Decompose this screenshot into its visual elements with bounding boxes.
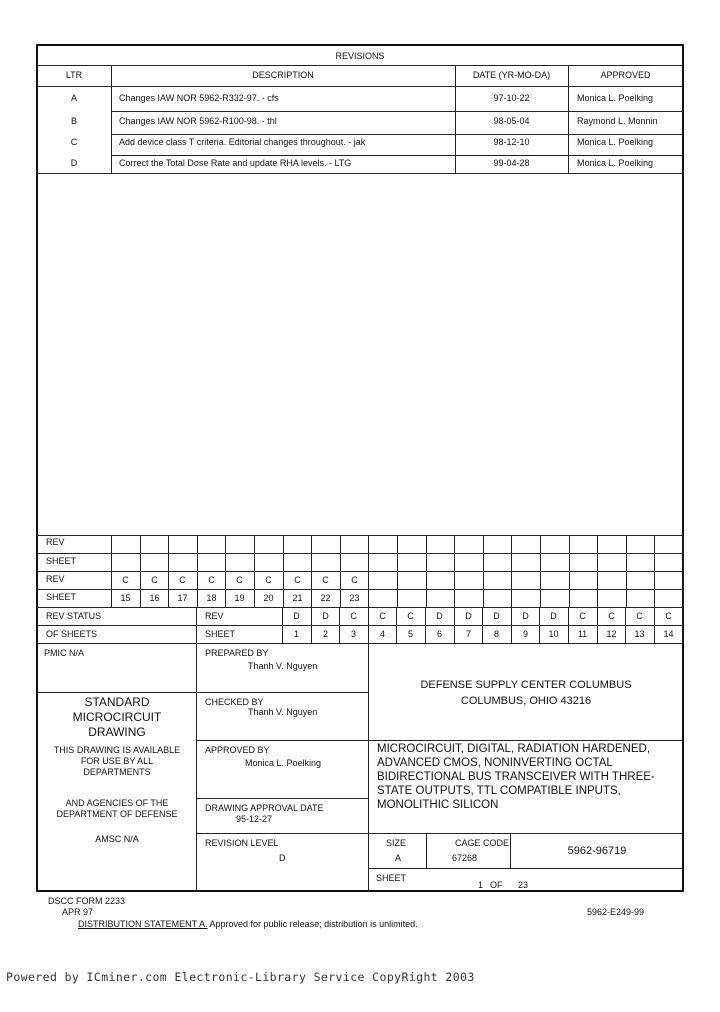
revisions-heading: REVISIONS (335, 51, 385, 61)
revision-description: Add device class T criteria. Editorial changes throughout. - jak (119, 137, 366, 147)
status-sheet-cell: 14 (663, 629, 674, 639)
form-line1: DSCC FORM 2233 (48, 896, 126, 906)
grid-line (626, 535, 627, 607)
status-rev-cell: D (550, 611, 557, 621)
status-rev-cell: C (579, 611, 586, 621)
revision-description: Changes IAW NOR 5962-R100-98. - thl (119, 116, 277, 126)
revision-date: 99-04-28 (493, 158, 530, 168)
grid-line (483, 535, 484, 607)
status-sheet-cell: 4 (379, 629, 385, 639)
status-sheet-cell: 13 (634, 629, 645, 639)
size-label: SIZE (386, 838, 407, 848)
status-sheet-cell: 8 (493, 629, 499, 639)
grid-sheet-cell: 21 (292, 593, 303, 603)
device-title-line: ADVANCED CMOS, NONINVERTING OCTAL (377, 757, 613, 769)
status-rev-cell: D (493, 611, 500, 621)
revision-description: Changes IAW NOR 5962-R332-97. - cfs (119, 93, 279, 103)
device-title-line: STATE OUTPUTS, TTL COMPATIBLE INPUTS, (377, 785, 621, 797)
divider (196, 692, 369, 693)
sheet-of: OF (490, 880, 503, 890)
size-value: A (395, 853, 402, 863)
grid-rev-cell: C (265, 575, 272, 585)
revision-ltr: C (70, 137, 78, 147)
grid-rev-cell: C (122, 575, 129, 585)
avail-line2: FOR USE BY ALL (80, 756, 154, 766)
revision-approved: Monica L. Poelking (577, 158, 654, 168)
grid-rev-cell: C (351, 575, 358, 585)
distribution-text: Approved for public release; distribution is unlimited. (207, 919, 418, 929)
divider (111, 134, 683, 135)
doc-code: 5962-E249-99 (587, 907, 645, 917)
status-sheet-cell: 11 (577, 629, 588, 639)
drawing-approval-date: 95-12-27 (236, 814, 273, 824)
powered-by-footer: Powered by ICminer.com Electronic-Library Service CopyRight 2003 (6, 970, 475, 984)
device-title-line: MONOLITHIC SILICON (377, 799, 499, 811)
grid-line (569, 535, 570, 607)
divider (37, 643, 683, 644)
grid-rev-cell: C (179, 575, 186, 585)
device-title-line: MICROCIRCUIT, DIGITAL, RADIATION HARDENED, (377, 743, 651, 755)
grid-sheet-cell: 16 (149, 593, 160, 603)
grid-line (683, 535, 684, 607)
revision-approved: Monica L. Poelking (577, 137, 654, 147)
revision-date: 98-12-10 (493, 137, 530, 147)
divider (111, 155, 683, 156)
status-sheet-cell: 5 (407, 629, 413, 639)
grid-sheet-cell: 22 (320, 593, 331, 603)
status-rev-cell: D (522, 611, 529, 621)
revision-date: 97-10-22 (493, 93, 530, 103)
std-line1: STANDARD (84, 695, 150, 709)
avail-line3: DEPARTMENTS (83, 767, 151, 777)
status-rev-cell: D (465, 611, 472, 621)
label-rev: REV (46, 537, 65, 547)
label-of-sheets: OF SHEETS (46, 629, 98, 639)
status-rev-cell: D (293, 611, 300, 621)
col-description: DESCRIPTION (252, 70, 314, 80)
agencies-line2: DEPARTMENT OF DEFENSE (56, 809, 178, 819)
dscc-line1: DEFENSE SUPPLY CENTER COLUMBUS (420, 679, 632, 691)
checked-by-label: CHECKED BY (205, 697, 264, 707)
grid-line (597, 535, 598, 607)
cage-label: CAGE CODE (455, 838, 510, 848)
status-sheet-cell: 2 (322, 629, 328, 639)
status-rev-cell: C (665, 611, 672, 621)
label-rev: REV (46, 574, 65, 584)
sheet-current: 1 (478, 880, 484, 890)
revision-level: D (279, 853, 286, 863)
approved-by-label: APPROVED BY (205, 745, 270, 755)
distribution-statement (78, 919, 418, 930)
grid-sheet-cell: 18 (206, 593, 217, 603)
grid-rev-cell: C (236, 575, 243, 585)
std-line3: DRAWING (88, 725, 146, 739)
status-sheet-cell: 9 (522, 629, 528, 639)
std-line2: MICROCIRCUIT (72, 710, 162, 724)
col-ltr: LTR (65, 70, 83, 80)
cage-value: 67268 (452, 853, 478, 863)
status-sheet-cell: 7 (465, 629, 471, 639)
grid-sheet-cell: 15 (120, 593, 131, 603)
label-sheet: SHEET (46, 592, 77, 602)
grid-line (654, 535, 655, 607)
revision-ltr: D (70, 158, 78, 168)
grid-line (454, 535, 455, 607)
grid-rev-cell: C (151, 575, 158, 585)
status-sheet-cell: 10 (548, 629, 559, 639)
label-rev-status: REV STATUS (46, 611, 102, 621)
revision-ltr: B (70, 116, 77, 126)
revision-date: 98-05-04 (493, 116, 530, 126)
approved-by: Monica L. Poelking (245, 758, 322, 768)
device-title-line: BIDIRECTIONAL BUS TRANSCEIVER WITH THREE- (377, 771, 655, 783)
dscc-line2: COLUMBUS, OHIO 43216 (460, 695, 592, 707)
grid-line (196, 607, 197, 643)
sheet-label: SHEET (376, 873, 407, 883)
revision-level-label: REVISION LEVEL (205, 838, 279, 848)
grid-sheet-cell: 19 (234, 593, 245, 603)
drawing-approval-label: DRAWING APPROVAL DATE (205, 803, 324, 813)
avail-line1: THIS DRAWING IS AVAILABLE (53, 745, 181, 755)
grid-sheet-cell: 23 (349, 593, 360, 603)
divider (37, 65, 683, 66)
form-line2: APR 97 (62, 907, 94, 917)
prepared-by: Thanh V. Nguyen (248, 661, 318, 671)
grid-rev-cell: C (208, 575, 215, 585)
divider (196, 833, 683, 834)
grid-line (37, 553, 683, 554)
grid-sheet-cell: 20 (263, 593, 274, 603)
grid-rev-cell: C (294, 575, 301, 585)
status-rev-cell: C (608, 611, 615, 621)
col-date: DATE (YR-MO-DA) (472, 70, 551, 80)
divider (368, 868, 683, 869)
status-rev-cell: C (407, 611, 414, 621)
status-sheet-cell: 1 (293, 629, 299, 639)
grid-line (426, 535, 427, 607)
grid-line (397, 535, 398, 607)
divider (111, 65, 112, 173)
divider (196, 798, 369, 799)
grid-line (37, 535, 683, 536)
label-rev-inner: REV (205, 611, 224, 621)
status-rev-cell: C (379, 611, 386, 621)
status-rev-cell: C (636, 611, 643, 621)
sheet-total: 23 (518, 880, 529, 890)
revision-approved: Monica L. Poelking (577, 93, 654, 103)
status-sheet-cell: 12 (606, 629, 617, 639)
divider (568, 65, 569, 173)
divider (37, 86, 683, 87)
dwg-number: 5962-96719 (567, 845, 627, 857)
pmic: PMIC N/A (44, 648, 85, 658)
revision-approved: Raymond L. Monnin (577, 116, 658, 126)
grid-line (511, 535, 512, 607)
distribution-label: DISTRIBUTION STATEMENT A. (78, 919, 208, 929)
divider (426, 833, 427, 868)
divider (111, 111, 683, 112)
divider (37, 173, 683, 174)
status-rev-cell: D (436, 611, 443, 621)
status-sheet-cell: 6 (436, 629, 442, 639)
amsc: AMSC N/A (95, 834, 139, 844)
prepared-by-label: PREPARED BY (205, 648, 269, 658)
checked-by: Thanh V. Nguyen (248, 707, 318, 717)
grid-line (540, 535, 541, 607)
revision-ltr: A (70, 93, 77, 103)
status-rev-cell: C (350, 611, 357, 621)
grid-sheet-cell: 17 (177, 593, 188, 603)
revision-description: Correct the Total Dose Rate and update RHA levels. - LTG (119, 158, 352, 168)
grid-rev-cell: C (322, 575, 329, 585)
label-sheet: SHEET (46, 556, 77, 566)
col-approved: APPROVED (600, 70, 651, 80)
divider (196, 740, 683, 741)
divider (37, 692, 197, 693)
agencies-line1: AND AGENCIES OF THE (65, 798, 169, 808)
label-sheet-inner: SHEET (205, 629, 236, 639)
status-sheet-cell: 3 (350, 629, 356, 639)
status-rev-cell: D (322, 611, 329, 621)
